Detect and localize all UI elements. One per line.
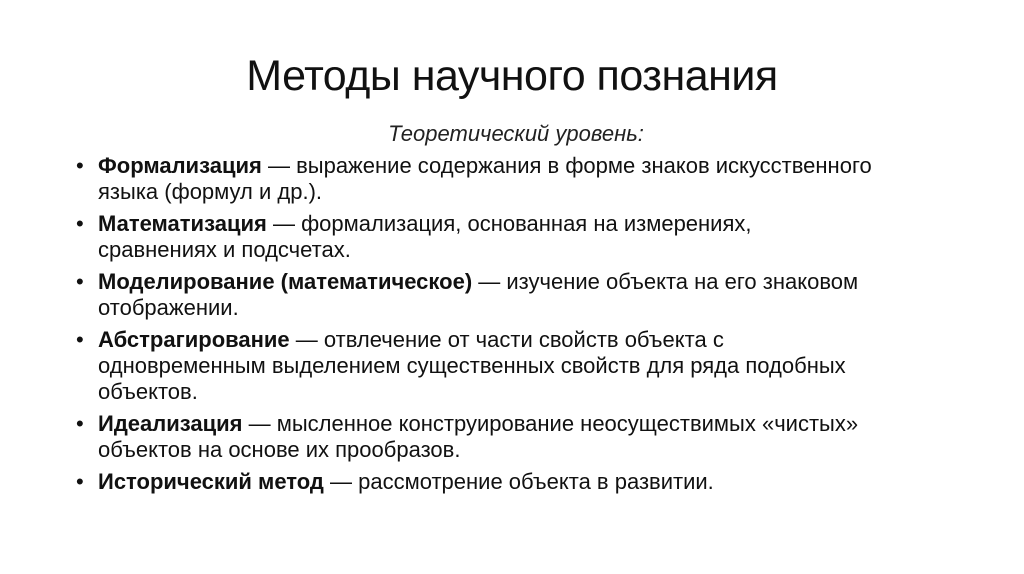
bullet-icon: •: [76, 327, 84, 352]
term-definition: — формализация, основанная на измерениях, сравнениях и подсчетах.: [98, 211, 752, 262]
term-label: Моделирование (математическое): [98, 269, 473, 294]
term-definition: — выражение содержания в форме знаков искусственного языка (формул и др.).: [98, 153, 872, 204]
term-definition: — мысленное конструирование неосуществимых «чистых» объектов на основе их прообразов.: [98, 411, 859, 462]
term-label: Математизация: [98, 211, 267, 236]
bullet-icon: •: [76, 153, 84, 178]
slide-title: Методы научного познания: [246, 52, 778, 100]
bullet-icon: •: [76, 411, 84, 436]
list-item-formalization: [76, 153, 876, 205]
term-definition: — отвлечение от части свойств объекта с одновременным выделением существенных свойств для ряда подобных объектов.: [98, 327, 846, 404]
term-label: Идеализация: [98, 411, 243, 436]
term-definition: — рассмотрение объекта в развитии.: [323, 469, 714, 494]
bullet-icon: •: [76, 269, 84, 294]
term-label: Исторический метод: [98, 469, 324, 494]
bullet-icon: •: [76, 211, 84, 236]
list-item-abstraction: [76, 327, 876, 405]
term-label: Абстрагирование: [98, 327, 290, 352]
term-label: Формализация: [98, 153, 262, 178]
list-item-historical-method: [76, 469, 876, 495]
slide-subtitle: Теоретический уровень:: [388, 121, 644, 146]
bullet-icon: •: [76, 469, 84, 494]
bullet-list: [76, 153, 876, 501]
list-item-mathematization: [76, 211, 876, 263]
list-item-modeling: [76, 269, 876, 321]
term-definition: — изучение объекта на его знаковом отображении.: [98, 269, 859, 320]
list-item-idealization: [76, 411, 876, 463]
